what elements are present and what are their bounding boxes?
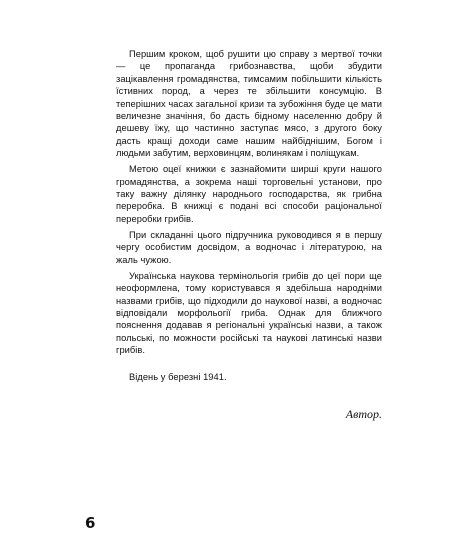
- paragraph-3: При складанні цього підручника руководився я в першу чергу особистим досвідом, а водночас і літературою, на жаль чужою.: [116, 229, 382, 265]
- page-number: 6: [85, 514, 96, 532]
- dateline: Відень у березні 1941.: [129, 371, 227, 382]
- main-text-block: [116, 48, 382, 383]
- paragraph-2: Метою оцеї книжки є зазнайомити ширші круги нашого громадянства, а зокрема наші торговельні установи, про таку важну ділянку народнього господарства, як грибна переробка. В книжці є подані всі способи раціональної переробки грибів.: [116, 164, 382, 224]
- paragraph-1: Першим кроком, щоб рушити цю справу з мертвої точки — це пропаганда грибознавства, щоби збудити зацікавлення громадянства, тимсамим побільшити кількість їстивних пород, а через те збільшити консумцію. В теперішних часах загальної кризи та зубожіння буде це мати величезне значіння, бо дасть бідному населенню добру й дешеву їжу, що частинно заступає мясо, з другого боку дасть кращі доходи саме нашим найбіднішим, Богом і людьми забутим, верховинцям, волинякам і поліщукам.: [116, 49, 382, 159]
- author-signature: Автор.: [345, 407, 382, 421]
- paragraph-4: Українська наукова термінольогія грибів до цеї пори ще неоформлена, тому користувався я здебільша народніми назвами грибів, що підходили до наукової назві, а водночас відповідали морфольогії гриба. Однак для ближчого пояснення додавав я регіональні українські назви, а також польські, по можности російські та наукові латинські назви грибів.: [116, 270, 382, 356]
